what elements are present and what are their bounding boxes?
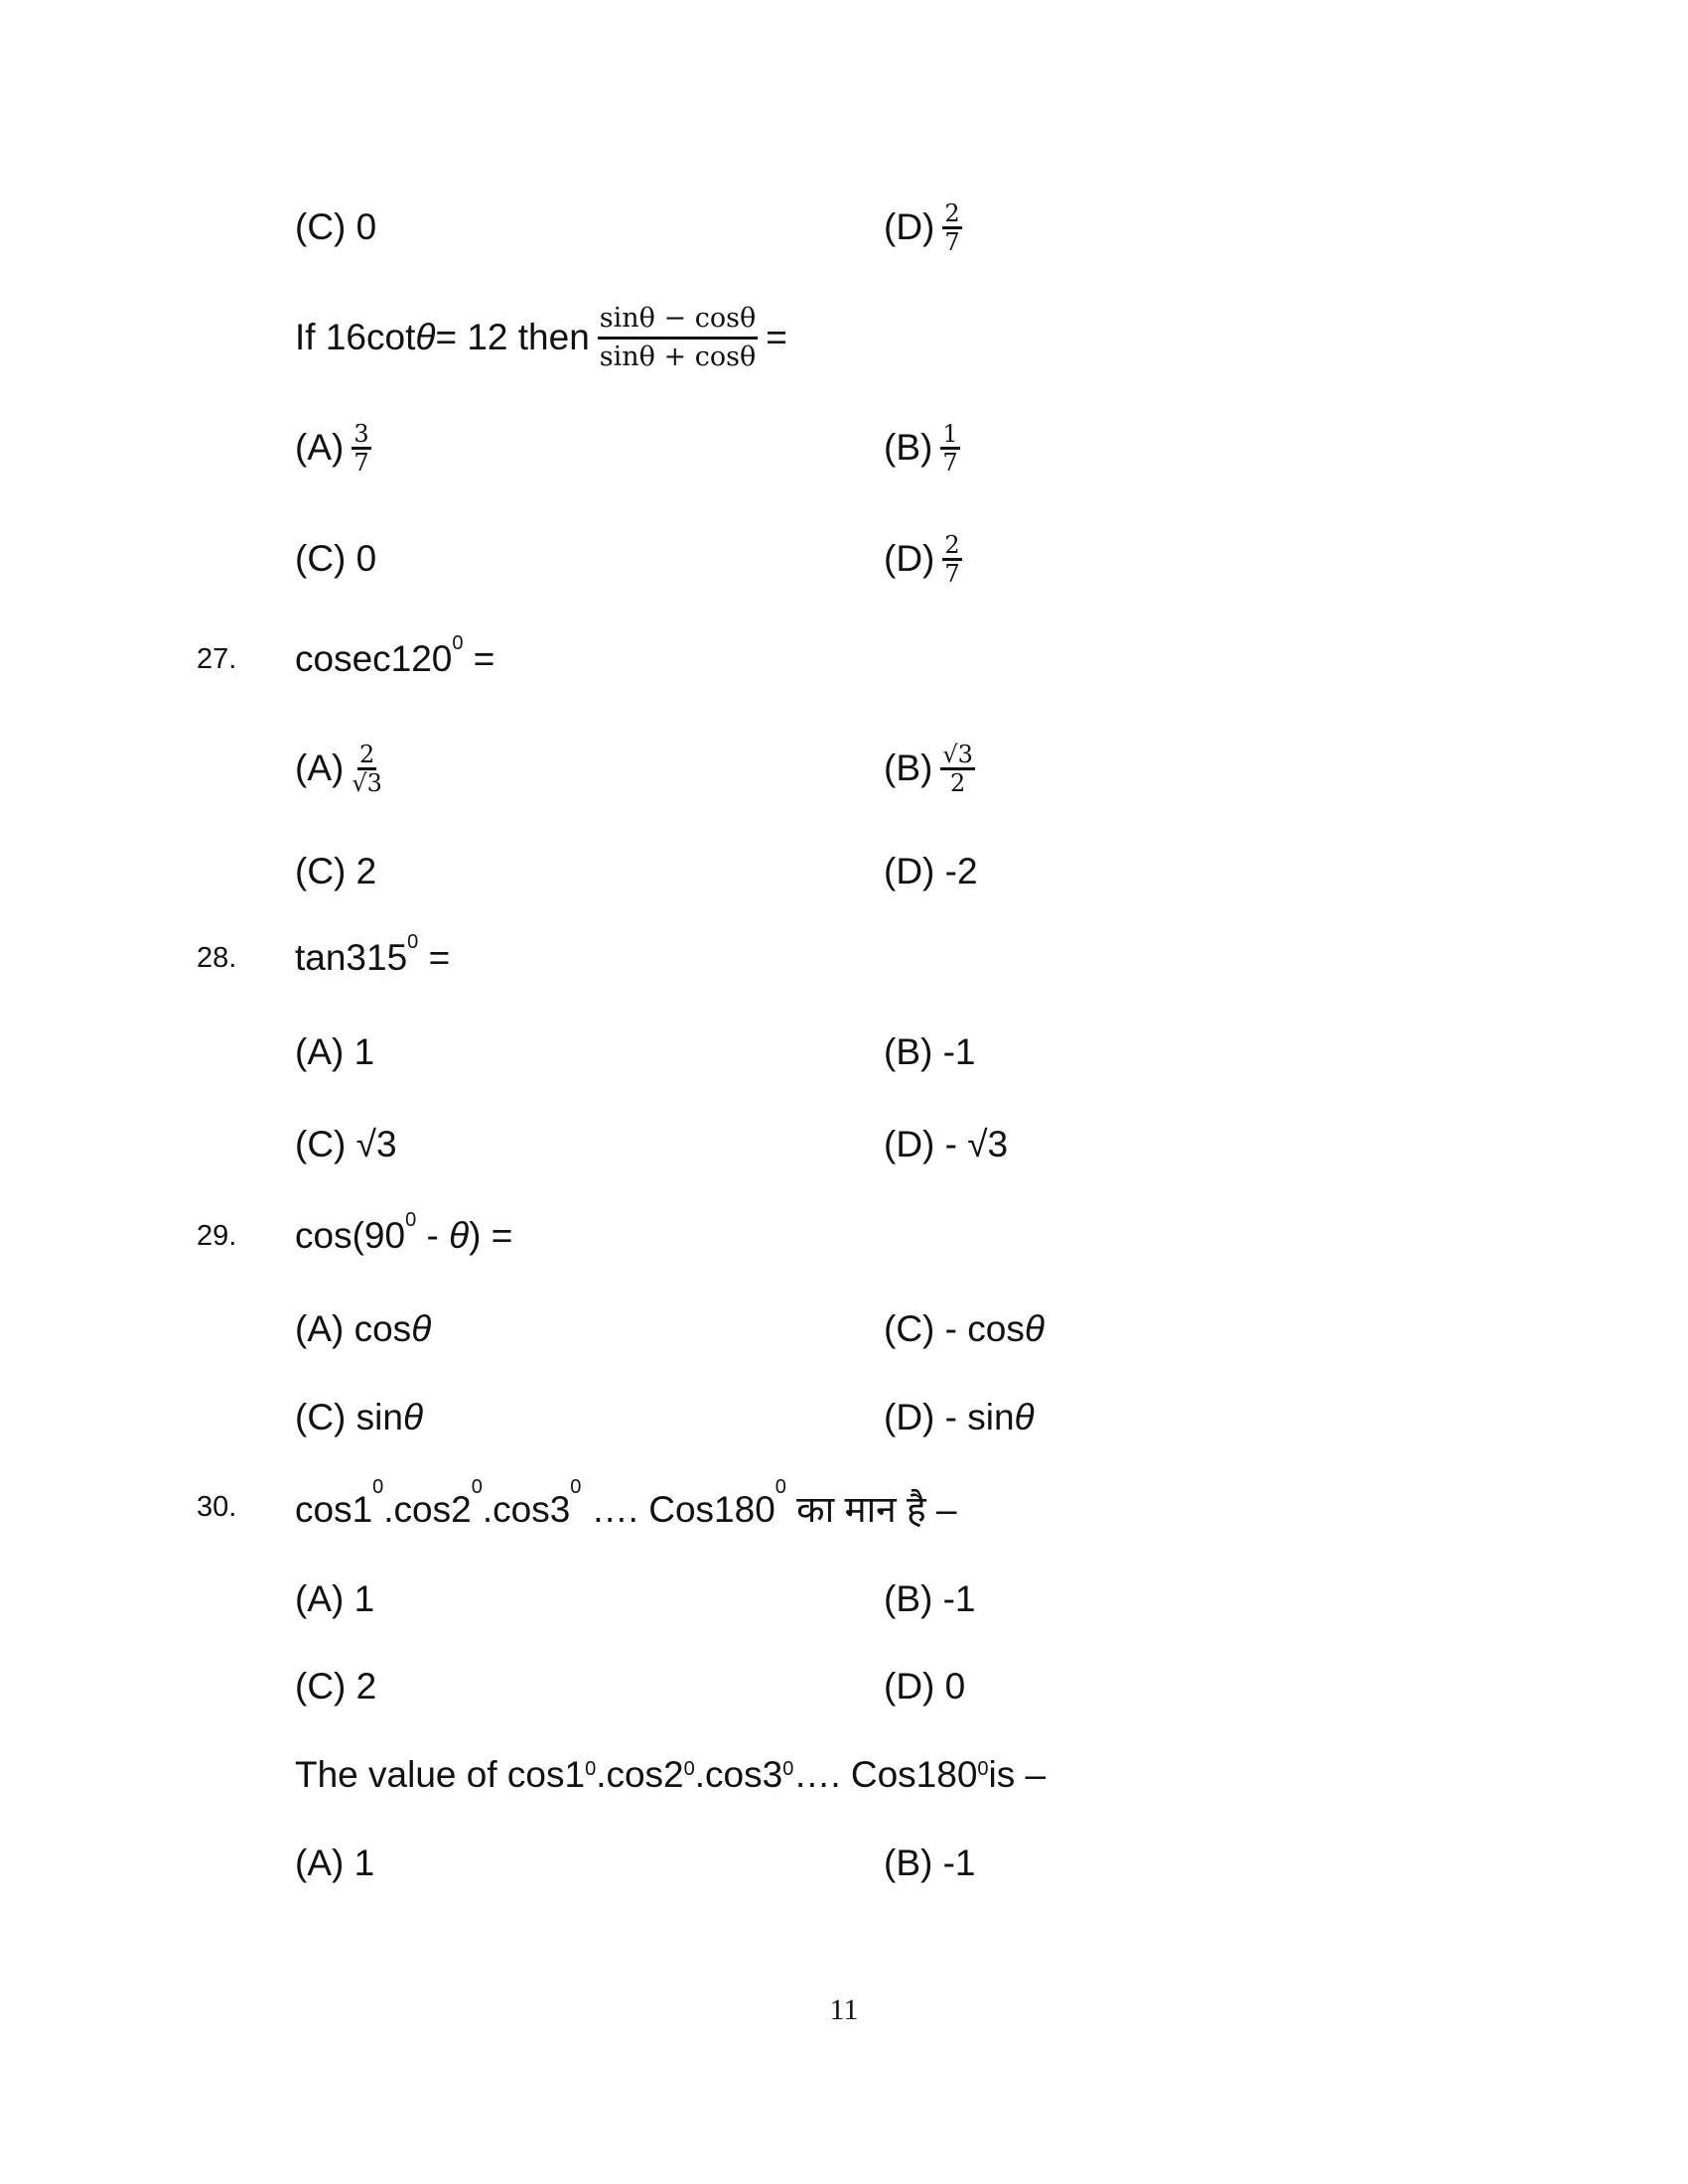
option-c <box>295 198 376 257</box>
option-d <box>884 1115 1008 1174</box>
option-a <box>295 1570 374 1629</box>
option-d <box>884 1657 965 1716</box>
option-text: (A) 1 <box>295 1578 375 1619</box>
denominator: 7 <box>353 448 369 477</box>
page-number: 11 <box>829 1993 859 2026</box>
option-a <box>295 1834 374 1893</box>
question-text: …. Cos180 <box>581 1488 775 1530</box>
question-text: = 12 then <box>435 317 590 357</box>
option-text: (C) 0 <box>295 538 377 579</box>
option-label: (B) <box>884 427 933 468</box>
option-a <box>295 1023 374 1082</box>
question-text: का मान है – <box>785 1488 957 1530</box>
theta: θ <box>411 1308 432 1349</box>
equals: ) = <box>469 1215 513 1256</box>
option-b <box>884 1023 976 1082</box>
question-text: tan315 <box>295 937 408 978</box>
fraction <box>940 421 959 476</box>
degree-superscript: 0 <box>570 1475 582 1498</box>
question-30-english <box>295 1745 1046 1805</box>
option-b <box>884 1570 976 1629</box>
degree-superscript: 0 <box>683 1757 695 1780</box>
question-text: cosec120 <box>295 638 453 679</box>
option-text: (A) 1 <box>295 1031 375 1072</box>
option-text: (B) -1 <box>884 1843 976 1883</box>
option-b <box>884 418 960 478</box>
denominator: 7 <box>942 448 958 477</box>
question-text: …. Cos180 <box>793 1754 978 1795</box>
option-c <box>295 1115 397 1174</box>
fraction <box>940 742 975 796</box>
fraction <box>352 421 370 476</box>
degree-superscript: 0 <box>471 1475 483 1498</box>
option-label: (A) <box>295 748 345 788</box>
option-text: (D) - sin <box>884 1397 1015 1437</box>
option-text: (D) 0 <box>884 1666 966 1706</box>
degree-superscript: 0 <box>977 1757 989 1780</box>
option-text: (A) cos <box>295 1308 412 1349</box>
numerator: 2 <box>944 530 960 559</box>
option-c-minus-cos <box>884 1299 1045 1359</box>
denominator: 2 <box>949 768 966 797</box>
option-label: (B) <box>884 748 933 788</box>
option-c <box>295 842 376 901</box>
question-text: is – <box>988 1754 1047 1795</box>
option-label: (D) <box>884 538 935 579</box>
question-text: .cos3 <box>694 1754 783 1795</box>
option-a <box>295 1299 431 1359</box>
degree-superscript: 0 <box>782 1757 794 1780</box>
degree-superscript: 0 <box>405 1209 417 1231</box>
theta: θ <box>415 317 436 357</box>
question-text: If 16cot <box>295 317 416 357</box>
question-number: 28. <box>197 941 237 974</box>
theta: θ <box>1014 1397 1035 1437</box>
option-c <box>295 1657 376 1716</box>
option-d <box>884 842 978 901</box>
denominator: 7 <box>944 559 960 588</box>
numerator: 2 <box>944 199 960 227</box>
option-text: (C) 0 <box>295 206 377 247</box>
numerator: √3 <box>942 740 973 768</box>
option-b <box>884 1834 976 1893</box>
equals: = <box>463 638 495 679</box>
option-text: (C) 2 <box>295 1666 377 1706</box>
option-text: (A) 1 <box>295 1843 375 1883</box>
option-text: (C) √3 <box>295 1124 397 1164</box>
option-text: (B) -1 <box>884 1578 976 1619</box>
option-label: (D) <box>884 206 935 247</box>
degree-superscript: 0 <box>585 1757 597 1780</box>
question-26-english <box>295 302 787 372</box>
question-text: .cos3 <box>482 1488 571 1530</box>
fraction <box>942 201 961 255</box>
option-d <box>884 1388 1035 1447</box>
option-text: (D) - √3 <box>884 1124 1009 1164</box>
question-text: .cos2 <box>383 1488 472 1530</box>
question-text: - <box>416 1215 450 1256</box>
fraction <box>352 742 382 796</box>
question-text: cos(90 <box>295 1215 406 1256</box>
numerator: 3 <box>353 419 369 448</box>
theta: θ <box>402 1397 424 1437</box>
option-c-sin <box>295 1388 423 1447</box>
numerator: sinθ − cosθ <box>598 301 758 340</box>
numerator: 1 <box>942 419 958 448</box>
option-a <box>295 418 371 478</box>
degree-superscript: 0 <box>452 632 464 654</box>
fraction <box>598 301 758 375</box>
degree-superscript: 0 <box>407 931 419 953</box>
theta: θ <box>1024 1308 1045 1349</box>
option-d <box>884 198 962 257</box>
equals: = <box>766 317 787 357</box>
question-number: 27. <box>197 642 237 675</box>
degree-superscript: 0 <box>774 1475 786 1498</box>
option-d <box>884 529 962 589</box>
question-number: 29. <box>197 1219 237 1252</box>
question-text: .cos2 <box>596 1754 684 1795</box>
option-text: (D) -2 <box>884 851 978 891</box>
degree-superscript: 0 <box>372 1475 384 1498</box>
question-number: 30. <box>197 1490 237 1523</box>
option-c <box>295 529 376 589</box>
theta: θ <box>449 1215 470 1256</box>
equals: = <box>418 937 451 978</box>
numerator: 2 <box>358 740 375 768</box>
option-label: (A) <box>295 427 345 468</box>
question-text: The value of cos1 <box>295 1754 586 1795</box>
option-text: (C) 2 <box>295 851 377 891</box>
denominator: √3 <box>352 768 382 797</box>
denominator: sinθ + cosθ <box>599 341 757 372</box>
denominator: 7 <box>944 227 960 256</box>
option-text: (C) sin <box>295 1397 403 1437</box>
option-b <box>884 739 975 798</box>
fraction <box>942 532 961 587</box>
option-text: (B) -1 <box>884 1031 976 1072</box>
option-text: (C) - cos <box>884 1308 1025 1349</box>
option-a <box>295 739 382 798</box>
question-text: cos1 <box>295 1488 373 1530</box>
